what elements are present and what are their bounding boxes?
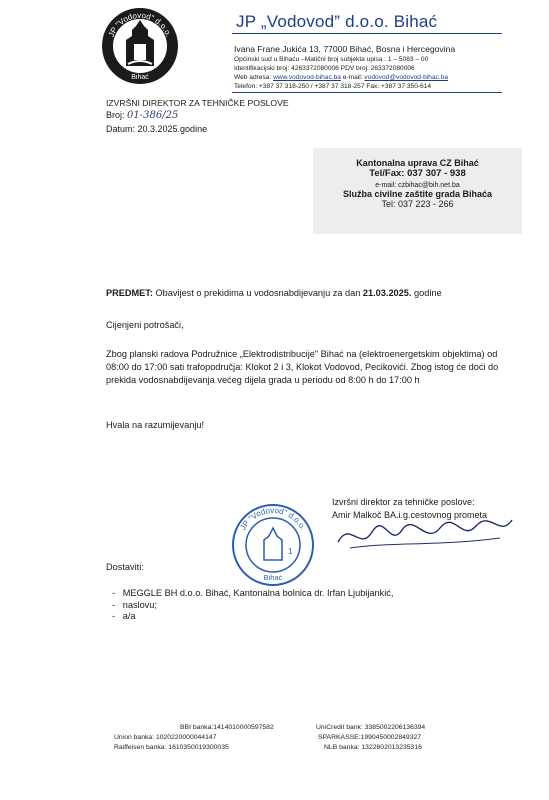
phone-line: Telefon: +387 37 318-250 / +387 37 318-257 Fax: +387 37 350-614: [234, 83, 432, 90]
broj-label: Broj:: [106, 110, 125, 120]
signature-title: Izvršni direktor za tehničke poslove:: [332, 497, 475, 507]
company-name: JP „Vodovod” d.o.o. Bihać: [236, 12, 438, 31]
recipient-line5: Tel: 037 223 - 266: [381, 199, 454, 209]
official-stamp: [228, 500, 318, 590]
svg-text:Bihać: Bihać: [263, 573, 283, 582]
list-item: - naslovu;: [112, 599, 157, 610]
header-divider-bottom: [232, 92, 502, 93]
subject-line: [106, 288, 442, 298]
footer-unicredit: UniCredit bank: 3385002206136394: [316, 724, 426, 731]
footer-sparkasse: SPARKASSE:1990450002849327: [318, 734, 422, 741]
footer-bbi: BBI banka:1414010000597582: [180, 724, 274, 731]
company-address: Ivana Frane Jukića 13, 77000 Bihać, Bosna i Hercegovina: [234, 44, 456, 54]
handwritten-signature: [330, 512, 520, 563]
body-paragraph: Zbog planski radova Podružnice „Elektrodistribucije" Bihać na (elektroenergetskim objektima) od 08:00 do 17:00 sati trafopodručja: Klokot 2 i 3, Klokot Vodovod, Pecikovići. Zbog istog će doći do prekida vodosnabdijevanja većeg dijela grada u periodu od 8:00 h do 17:00 h: [106, 349, 499, 385]
greeting: Cijenjeni potrošači,: [106, 320, 184, 330]
svg-text:JP "Vodovod" d.o.o.: JP "Vodovod" d.o.o.: [106, 10, 174, 39]
delivery-list: [112, 588, 393, 623]
svg-text:JP "Vodovod" d.o.o.: JP "Vodovod" d.o.o.: [238, 505, 308, 532]
court-registration: Općinski sud u Bihaću –Matični broj subjekta upisa : 1 – 5083 – 00: [234, 56, 429, 63]
company-logo: [100, 6, 180, 86]
department-title: IZVRŠNI DIREKTOR ZA TEHNIČKE POSLOVE: [106, 98, 289, 108]
document-date: Datum: 20.3.2025.godine: [106, 124, 208, 134]
signature-name: Amir Malkoč BA.i.g.cestovnog prometa: [332, 510, 488, 520]
subject-text: Obavijest o prekidima u vodosnabdijevanju za dan: [155, 288, 361, 298]
footer-union: Union banka: 1020220000044147: [114, 734, 217, 741]
recipient-stamp: [313, 148, 522, 234]
recipient-email: e-mail: czbihac@bih.net.ba: [375, 182, 460, 189]
recipient-line4: Služba civilne zaštite grada Bihaća: [342, 189, 493, 199]
tax-ids: Identifikacijski broj: 4263372080006 PDV broj: 263372080006: [234, 65, 415, 72]
svg-text:1: 1: [288, 547, 293, 556]
recipient-line2: Tel/Fax: 037 307 - 938: [369, 168, 466, 179]
web-link[interactable]: www.vodovod-bihac.ba: [273, 74, 341, 81]
subject-suffix: godine: [414, 288, 442, 298]
email-label: e-mail:: [342, 74, 363, 81]
footer-raiffeisen: Raiffeisen banka: 1610350019300035: [114, 744, 229, 751]
recipient-line1: Kantonalna uprava CZ Bihać: [356, 158, 479, 168]
list-item: - a/a: [112, 611, 136, 621]
list-item: - MEGGLE BH d.o.o. Bihać, Kantonalna bolnica dr. Irfan Ljubijankić,: [112, 588, 394, 598]
header-divider: [232, 33, 502, 34]
broj-handwritten: 01-386/25: [127, 110, 179, 121]
subject-label: PREDMET:: [106, 288, 153, 298]
web-email-line: [234, 74, 448, 81]
subject-date: 21.03.2025.: [362, 288, 412, 298]
closing-thanks: Hvala na razumijevanju!: [106, 420, 205, 430]
reference-number: [106, 110, 178, 121]
svg-text:Bihać: Bihać: [131, 74, 149, 81]
web-label: Web adresa:: [234, 74, 272, 81]
email-link[interactable]: vodovod@vodovod-bihac.ba: [364, 74, 449, 81]
delivery-label: Dostaviti:: [106, 562, 144, 572]
footer-nlb: NLB banka: 1322602013235316: [324, 744, 422, 751]
